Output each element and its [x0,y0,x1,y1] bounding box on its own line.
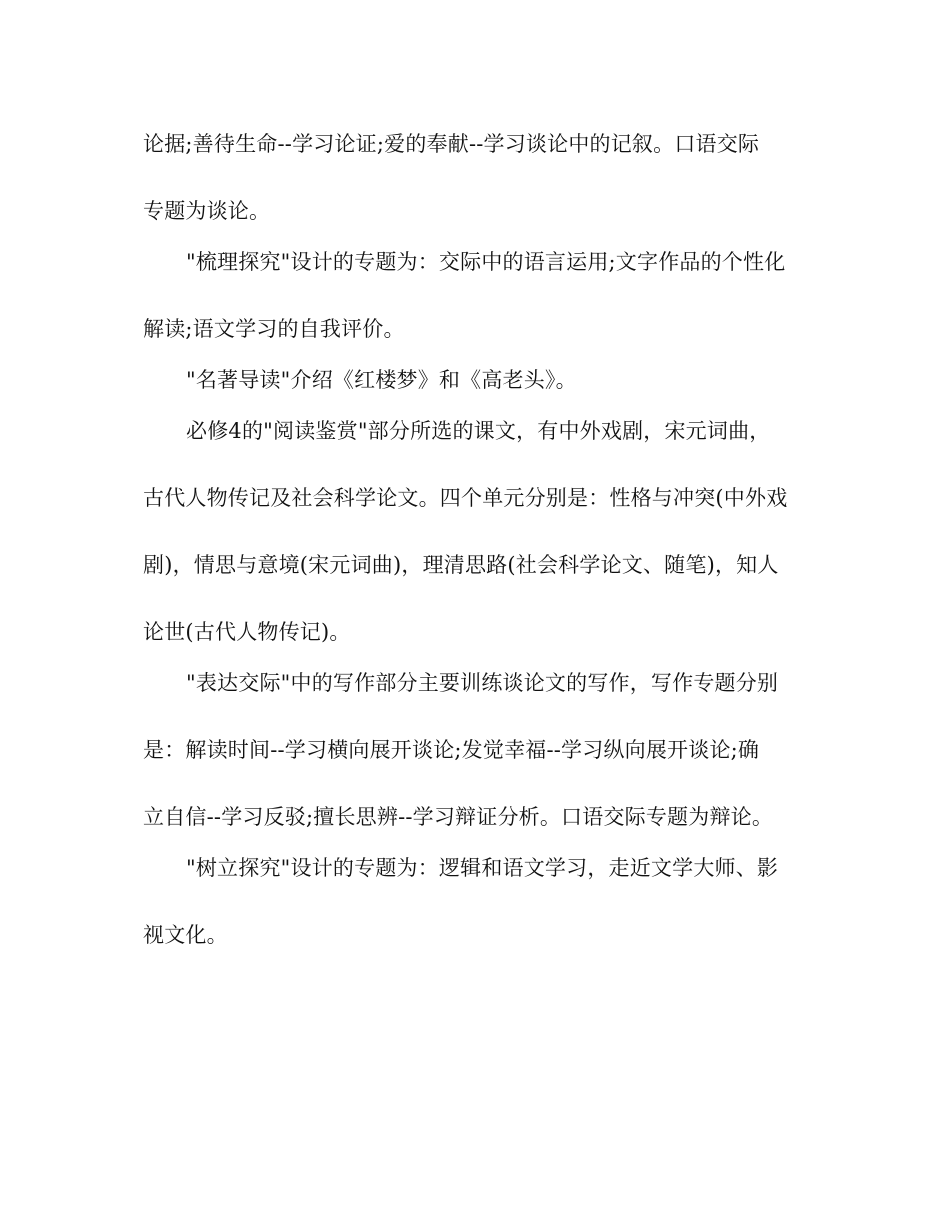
paragraph-line: 视文化。 [143,923,228,947]
paragraph-line: "名著导读"介绍《红楼梦》和《高老头》。 [186,368,577,392]
paragraph-line: "梳理探究"设计的专题为：交际中的语言运用;文字作品的个性化 [186,250,786,274]
paragraph-2 [143,242,813,360]
paragraph-line: 专题为谈论。 [143,199,271,223]
paragraph-line: "表达交际"中的写作部分主要训练谈论文的写作，写作专题分别 [186,671,779,695]
paragraph-line: 剧)，情思与意境(宋元词曲)，理清思路(社会科学论文、随笔)，知人 [143,553,779,577]
paragraph-line: 立自信--学习反驳;擅长思辨--学习辩证分析。口语交际专题为辩论。 [143,805,774,829]
paragraph-line: 解读;语文学习的自我评价。 [143,317,405,341]
paragraph-1 [143,124,813,242]
paragraph-line: 论世(古代人物传记)。 [143,620,351,644]
paragraph-5 [143,663,813,848]
paragraph-6 [143,848,813,966]
document-body [143,124,813,966]
paragraph-line: 论据;善待生命--学习论证;爱的奉献--学习谈论中的记叙。口语交际 [143,132,760,156]
paragraph-3 [143,360,813,411]
paragraph-line: "树立探究"设计的专题为：逻辑和语文学习，走近文学大师、影 [186,856,779,880]
paragraph-line: 古代人物传记及社会科学论文。四个单元分别是：性格与冲突(中外戏 [143,486,788,510]
paragraph-line: 是：解读时间--学习横向展开谈论;发觉幸福--学习纵向展开谈论;确 [143,738,760,762]
paragraph-4 [143,411,813,663]
paragraph-line: 必修4的"阅读鉴赏"部分所选的课文，有中外戏剧，宋元词曲， [186,419,771,443]
